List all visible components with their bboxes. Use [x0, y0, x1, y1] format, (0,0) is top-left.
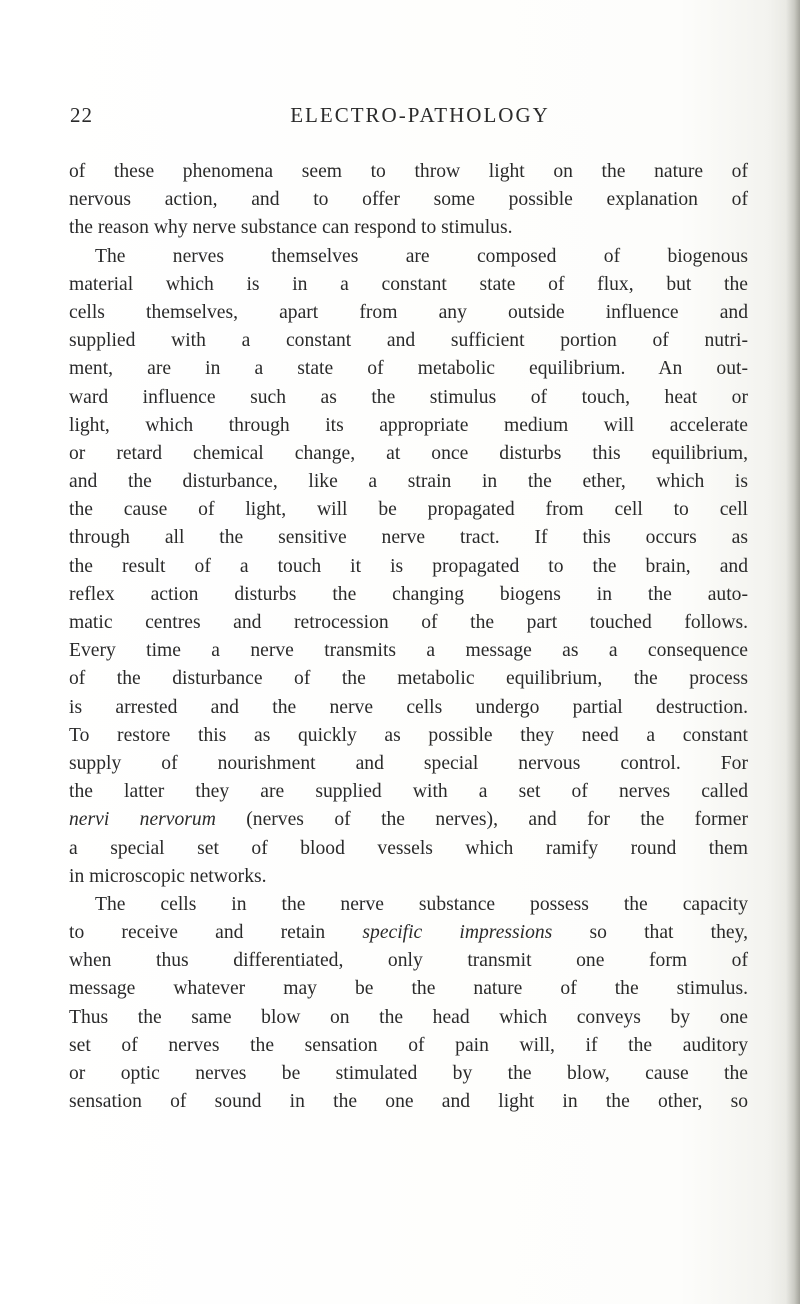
- text-line: material which is in a constant state of flux, but the: [69, 273, 748, 295]
- text-line: of these phenomena seem to throw light on the nature of: [69, 161, 748, 182]
- running-head: ELECTRO-PATHOLOGY: [290, 103, 550, 127]
- text-line: ment, are in a state of metabolic equilibrium. An out-: [69, 358, 748, 380]
- text-line: of the disturbance of the metabolic equilibrium, the process: [69, 668, 748, 690]
- text-line: [69, 919, 748, 947]
- text-line: supply of nourishment and special nervous control. For: [69, 752, 748, 774]
- text-segment: so that they,: [552, 922, 749, 944]
- text-line: a special set of blood vessels which ramify round them: [69, 837, 748, 859]
- text-line: Thus the same blow on the head which conveys by one: [69, 1006, 748, 1028]
- text-line: when thus differentiated, only transmit one form of: [69, 950, 748, 972]
- text-line: ward influence such as the stimulus of touch, heat or: [69, 386, 748, 408]
- italic-term: specific impressions: [362, 922, 553, 944]
- text-line: or retard chemical change, at once disturbs this equilibrium,: [69, 442, 748, 464]
- text-segment: to receive and retain: [69, 922, 363, 944]
- page-edge-shadow: [786, 0, 800, 1304]
- body-text: [69, 158, 748, 1116]
- text-line: the result of a touch it is propagated to the brain, and: [69, 555, 748, 577]
- text-line: reflex action disturbs the changing biogens in the auto-: [69, 583, 748, 605]
- text-line: matic centres and retrocession of the part touched follows.: [69, 612, 748, 633]
- text-line: the reason why nerve substance can respond to stimulus.: [69, 217, 513, 239]
- page-header: [70, 103, 750, 133]
- text-line: set of nerves the sensation of pain will, if the auditory: [69, 1034, 748, 1056]
- text-line: is arrested and the nerve cells undergo partial destruction.: [69, 696, 748, 718]
- text-line: and the disturbance, like a strain in the ether, which is: [69, 471, 748, 493]
- text-line: The nerves themselves are composed of biogenous: [95, 245, 748, 267]
- text-line: Every time a nerve transmits a message as a consequence: [69, 640, 748, 662]
- text-line: To restore this as quickly as possible they need a constant: [69, 724, 748, 746]
- text-line: message whatever may be the nature of the stimulus.: [69, 978, 748, 1000]
- text-line: The cells in the nerve substance possess the capacity: [95, 893, 748, 915]
- text-line: the latter they are supplied with a set of nerves called: [69, 781, 748, 803]
- text-line: [69, 806, 748, 834]
- text-line: the cause of light, will be propagated from cell to cell: [69, 499, 748, 521]
- page-number: 22: [70, 103, 93, 127]
- text-line: sensation of sound in the one and light in the other, so: [69, 1091, 748, 1113]
- text-line: cells themselves, apart from any outside influence and: [69, 301, 748, 323]
- text-segment: (nerves of the nerves), and for the former: [215, 809, 748, 831]
- text-line: in microscopic networks.: [69, 865, 267, 887]
- italic-term: nervi nervorum: [69, 809, 216, 831]
- text-line: nervous action, and to offer some possible explanation of: [69, 189, 748, 211]
- text-line: through all the sensitive nerve tract. If this occurs as: [69, 527, 748, 549]
- text-line: light, which through its appropriate medium will accelerate: [69, 414, 748, 436]
- text-line: supplied with a constant and sufficient portion of nutri-: [69, 330, 748, 352]
- text-line: or optic nerves be stimulated by the blow, cause the: [69, 1063, 748, 1084]
